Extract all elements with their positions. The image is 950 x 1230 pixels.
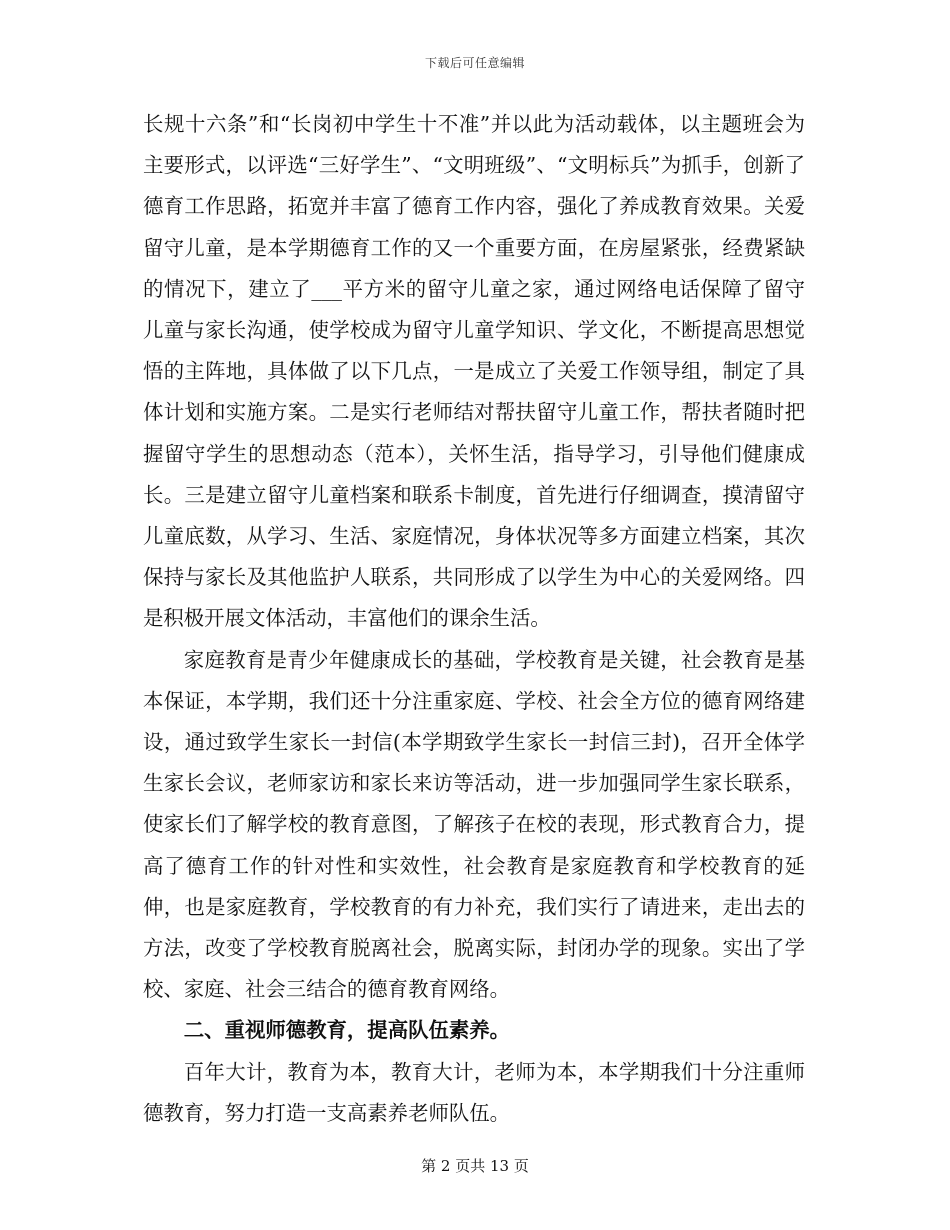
section-heading-teacher-ethics: 二、重视师德教育，提高队伍素养。	[183, 1018, 511, 1043]
paragraph-left-behind-children: 长规十六条”和“长岗初中学生十不准”并以此为活动载体，以主题班会为主要形式，以评选“三好学生”、“文明班级”、“文明标兵”为抓手，创新了德育工作思路，拓宽并丰富了德育工作内容，强化了养成教育效果。关爱留守儿童，是本学期德育工作的又一个重要方面，在房屋紧张，经费紧缺的情况下，建立了___平方米的留守儿童之家，通过网络电话保障了留守儿童与家长沟通，使学校成为留守儿童学知识、学文化，不断提高思想觉悟的主阵地，具体做了以下几点，一是成立了关爱工作领导组，制定了具体计划和实施方案。二是实行老师结对帮扶留守儿童工作，帮扶者随时把握留守学生的思想动态（范本），关怀生活，指导学习，引导他们健康成长。三是建立留守儿童档案和联系卡制度，首先进行仔细调查，摸清留守儿童底数，从学习、生活、家庭情况，身体状况等多方面建立档案，其次保持与家长及其他监护人联系，共同形成了以学生为中心的关爱网络。四是积极开展文体活动，丰富他们的课余生活。	[143, 112, 805, 631]
header-note: 下载后可任意编辑	[424, 56, 525, 70]
paragraph-teacher-ethics: 百年大计，教育为本，教育大计，老师为本，本学期我们十分注重师德教育，努力打造一支高素养老师队伍。	[143, 1059, 805, 1125]
page-number: 第 2 页共 13 页	[421, 1157, 529, 1175]
document-body	[143, 104, 805, 1134]
paragraph-family-education: 家庭教育是青少年健康成长的基础，学校教育是关键，社会教育是基本保证，本学期，我们还十分注重家庭、学校、社会全方位的德育网络建设，通过致学生家长一封信(本学期致学生家长一封信三封)，召开全体学生家长会议，老师家访和家长来访等活动，进一步加强同学生家长联系，使家长们了解学校的教育意图，了解孩子在校的表现，形式教育合力，提高了德育工作的针对性和实效性，社会教育是家庭教育和学校教育的延伸，也是家庭教育，学校教育的有力补充，我们实行了请进来，走出去的方法，改变了学校教育脱离社会，脱离实际，封闭办学的现象。实出了学校、家庭、社会三结合的德育教育网络。	[143, 647, 805, 1002]
